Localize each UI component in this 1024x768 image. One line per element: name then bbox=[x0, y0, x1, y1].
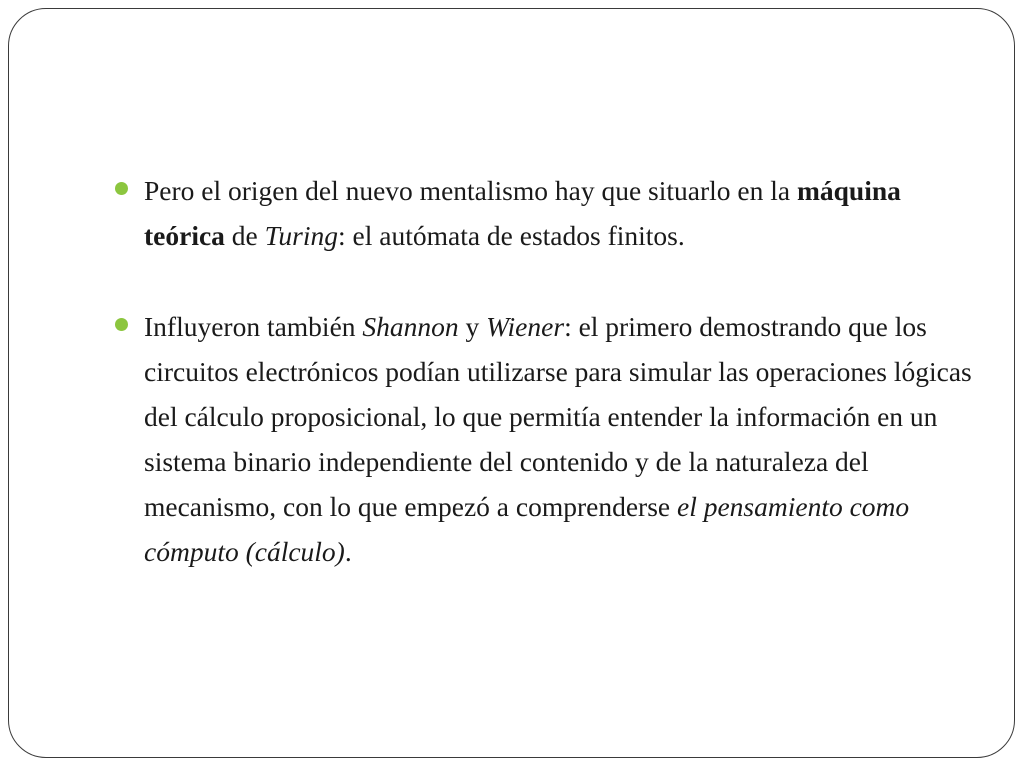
bullet-dot-icon bbox=[115, 182, 128, 195]
italic-name-turing: Turing bbox=[264, 220, 339, 251]
italic-phrase-pensamiento: el pensamiento como cómputo (cálculo) bbox=[144, 491, 910, 567]
text-run: . bbox=[344, 536, 352, 567]
text-run: y bbox=[458, 311, 487, 342]
bullet-text bbox=[144, 175, 901, 251]
text-run: Pero el origen del nuevo mentalismo hay que situarlo en la bbox=[144, 175, 797, 206]
slide-content bbox=[112, 168, 982, 620]
bullet-item-turing bbox=[112, 168, 982, 258]
text-run: : el autómata de estados finitos. bbox=[338, 220, 685, 251]
italic-name-wiener: Wiener bbox=[486, 311, 565, 342]
text-run: : el primero demostrando que los circuitos electrónicos podían utilizarse para simular las operaciones lógicas del cálculo proposicional, lo que permitía entender la información en un sistema binario independiente del contenido y de la naturaleza del mecanismo, con lo que empezó a comprenderse bbox=[144, 311, 972, 522]
text-run: Influyeron también bbox=[144, 311, 363, 342]
bold-term-maquina-teorica: máquina teórica bbox=[144, 175, 901, 251]
bullet-dot-icon bbox=[115, 318, 128, 331]
bullet-text bbox=[144, 311, 972, 567]
text-run: de bbox=[224, 220, 265, 251]
italic-name-shannon: Shannon bbox=[362, 311, 459, 342]
bullet-item-shannon-wiener bbox=[112, 304, 982, 574]
